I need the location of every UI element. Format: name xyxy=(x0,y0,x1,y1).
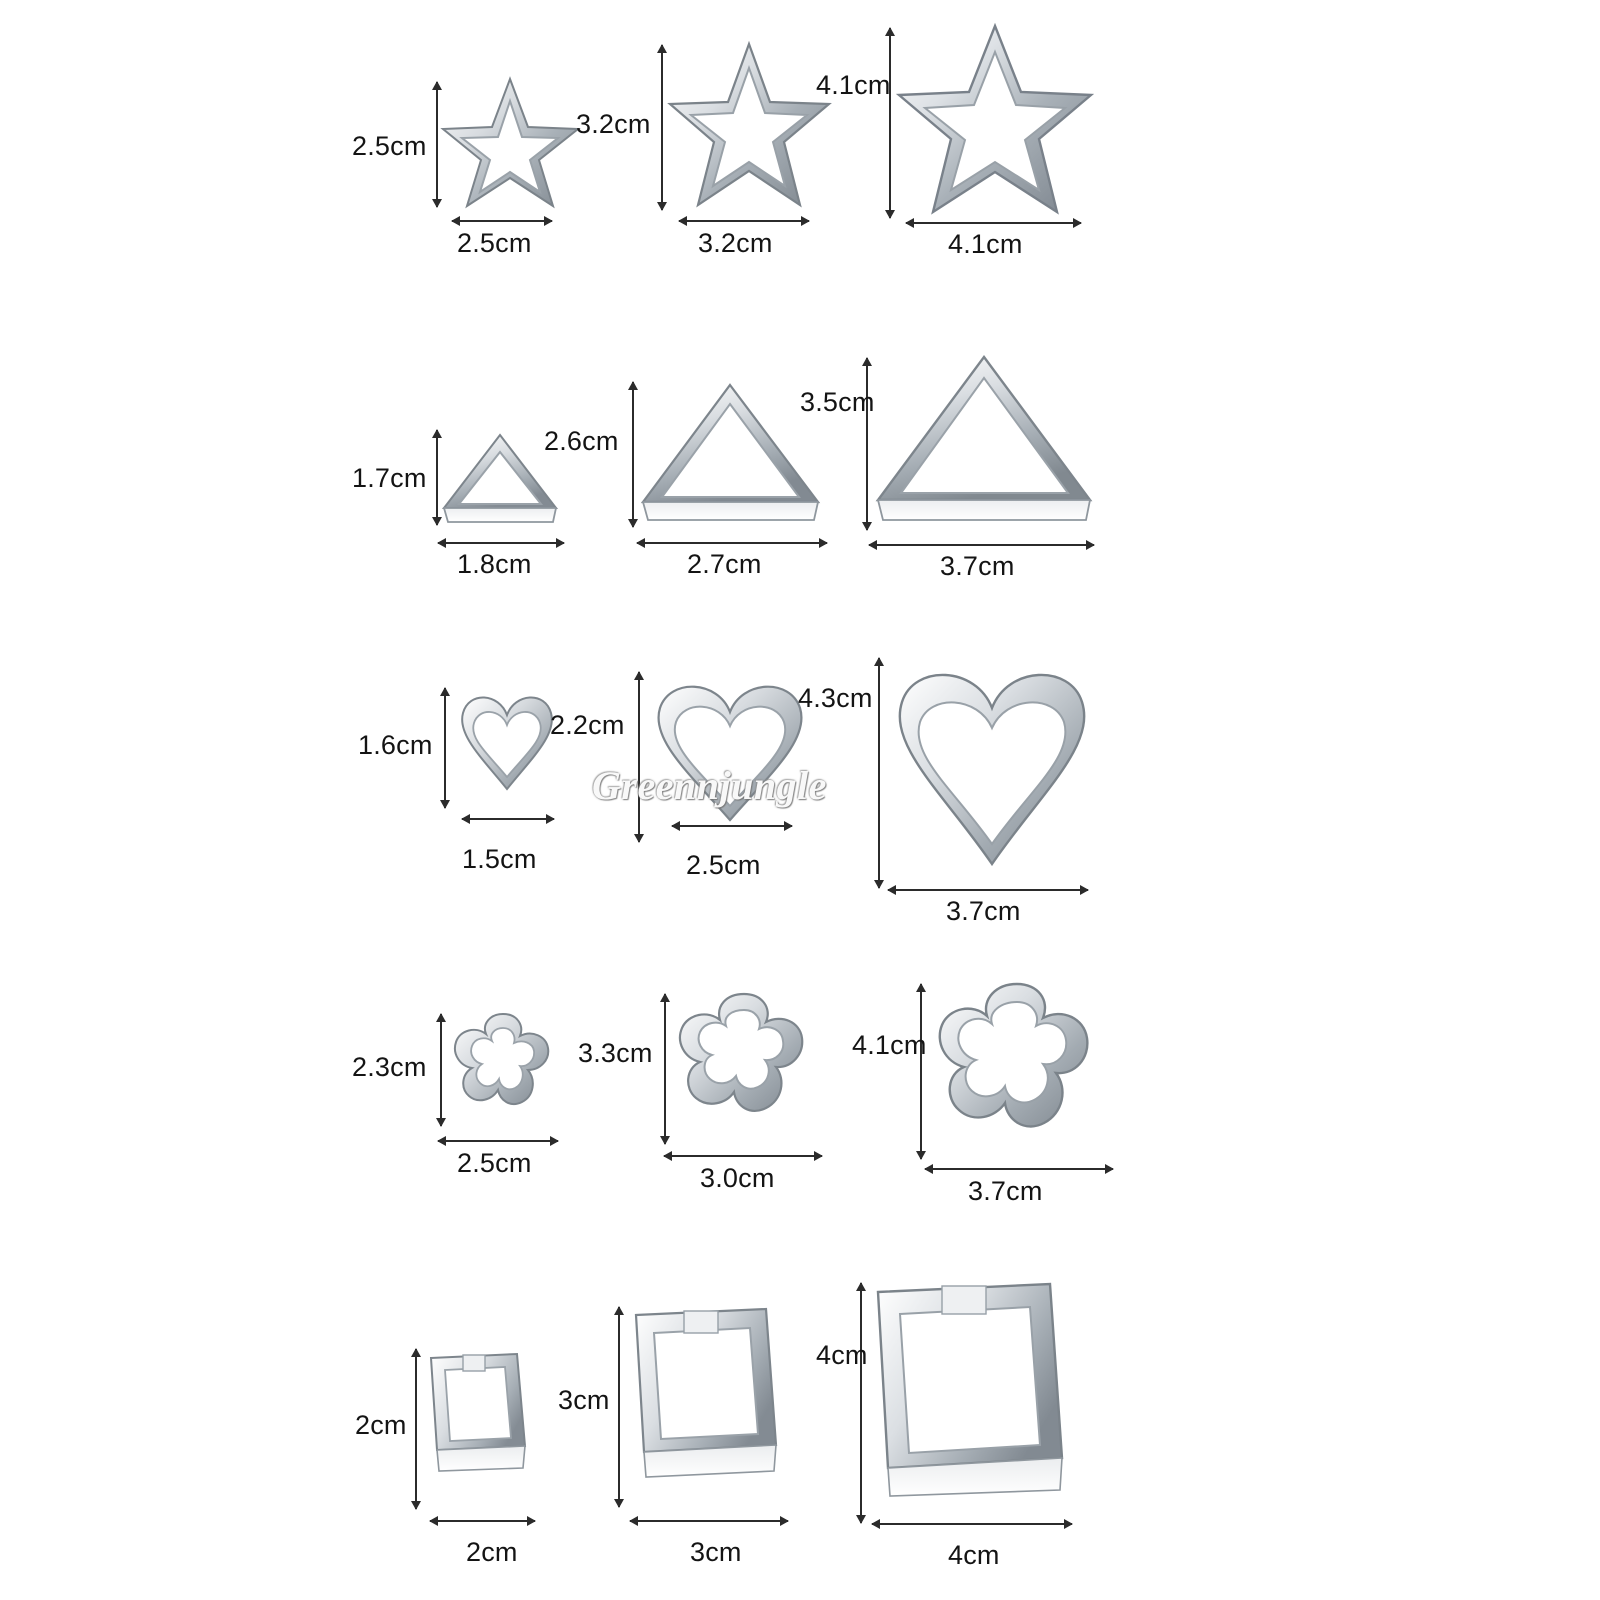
heart-small-width-label: 1.5cm xyxy=(462,844,537,874)
square-medium-height-label: 3cm xyxy=(558,1385,610,1415)
dimension-arrow-horizontal xyxy=(438,1140,558,1142)
flower-large-width-label: 3.7cm xyxy=(968,1176,1043,1206)
dimension-arrow-vertical xyxy=(866,358,868,530)
dimension-arrow-horizontal xyxy=(869,544,1094,546)
dimension-arrow-vertical xyxy=(436,82,438,207)
star-large-width-label: 4.1cm xyxy=(948,229,1023,259)
triangle-small-width-label: 1.8cm xyxy=(457,549,532,579)
dimension-arrow-vertical xyxy=(878,658,880,888)
triangle-medium-height-label: 2.6cm xyxy=(544,426,619,456)
row-stars xyxy=(0,0,1600,300)
dimension-arrow-horizontal xyxy=(888,889,1088,891)
star-small-height-label: 2.5cm xyxy=(352,131,427,161)
square-medium-width-label: 3cm xyxy=(690,1537,742,1567)
dimension-arrow-horizontal xyxy=(672,825,792,827)
dimension-arrow-horizontal xyxy=(630,1520,788,1522)
dimension-arrow-vertical xyxy=(632,382,634,527)
heart-large-height-label: 4.3cm xyxy=(798,683,873,713)
cookie-cutter-flower-small xyxy=(448,1010,558,1115)
row-flowers xyxy=(0,970,1600,1260)
cookie-cutter-square-medium xyxy=(628,1305,783,1480)
dimension-arrow-horizontal xyxy=(637,542,827,544)
dimension-arrow-vertical xyxy=(889,28,891,218)
dimension-arrow-horizontal xyxy=(430,1520,535,1522)
dimension-arrow-vertical xyxy=(444,688,446,808)
dimension-arrow-horizontal xyxy=(452,220,552,222)
dimension-arrow-vertical xyxy=(415,1349,417,1509)
dimension-arrow-horizontal xyxy=(906,222,1081,224)
heart-medium-width-label: 2.5cm xyxy=(686,850,761,880)
heart-medium-height-label: 2.2cm xyxy=(550,710,625,740)
star-medium-height-label: 3.2cm xyxy=(576,109,651,139)
cookie-cutter-heart-small xyxy=(455,685,560,800)
dimension-arrow-vertical xyxy=(860,1283,862,1523)
cookie-cutter-star-small xyxy=(440,75,580,210)
cookie-cutter-triangle-small xyxy=(440,430,560,525)
cookie-cutter-heart-large xyxy=(888,652,1098,882)
star-small-width-label: 2.5cm xyxy=(457,228,532,258)
row-squares xyxy=(0,1265,1600,1600)
triangle-small-height-label: 1.7cm xyxy=(352,463,427,493)
dimension-arrow-vertical xyxy=(920,984,922,1159)
square-small-width-label: 2cm xyxy=(466,1537,518,1567)
dimension-arrow-horizontal xyxy=(664,1155,822,1157)
cookie-cutter-triangle-medium xyxy=(638,380,823,525)
dimension-arrow-horizontal xyxy=(679,220,809,222)
cookie-cutter-star-large xyxy=(895,22,1095,217)
heart-large-width-label: 3.7cm xyxy=(946,896,1021,926)
dimension-arrow-vertical xyxy=(618,1307,620,1507)
flower-small-height-label: 2.3cm xyxy=(352,1052,427,1082)
flower-small-width-label: 2.5cm xyxy=(457,1148,532,1178)
dimension-arrow-horizontal xyxy=(438,542,564,544)
dimension-arrow-horizontal xyxy=(925,1168,1113,1170)
cookie-cutter-flower-medium xyxy=(672,990,817,1130)
square-large-height-label: 4cm xyxy=(816,1340,868,1370)
flower-large-height-label: 4.1cm xyxy=(852,1030,927,1060)
flower-medium-width-label: 3.0cm xyxy=(700,1163,775,1193)
row-triangles xyxy=(0,330,1600,630)
dimension-arrow-vertical xyxy=(661,45,663,210)
flower-medium-height-label: 3.3cm xyxy=(578,1038,653,1068)
triangle-medium-width-label: 2.7cm xyxy=(687,549,762,579)
dimension-arrow-vertical xyxy=(638,672,640,842)
watermark: Greennjungle xyxy=(592,763,827,808)
dimension-arrow-vertical xyxy=(664,994,666,1144)
dimension-arrow-vertical xyxy=(440,1014,442,1126)
cookie-cutter-star-medium xyxy=(667,40,832,210)
triangle-large-height-label: 3.5cm xyxy=(800,387,875,417)
dimension-arrow-horizontal xyxy=(872,1523,1072,1525)
square-large-width-label: 4cm xyxy=(948,1540,1000,1570)
star-medium-width-label: 3.2cm xyxy=(698,228,773,258)
cookie-cutter-flower-large xyxy=(930,980,1105,1150)
cookie-cutter-square-large xyxy=(870,1280,1070,1500)
row-hearts xyxy=(0,640,1600,940)
triangle-large-width-label: 3.7cm xyxy=(940,551,1015,581)
star-large-height-label: 4.1cm xyxy=(816,70,891,100)
cookie-cutter-square-small xyxy=(425,1350,530,1475)
dimension-arrow-vertical xyxy=(436,430,438,525)
square-small-height-label: 2cm xyxy=(355,1410,407,1440)
cookie-cutter-triangle-large xyxy=(872,352,1097,527)
dimension-arrow-horizontal xyxy=(462,818,554,820)
heart-small-height-label: 1.6cm xyxy=(358,730,433,760)
